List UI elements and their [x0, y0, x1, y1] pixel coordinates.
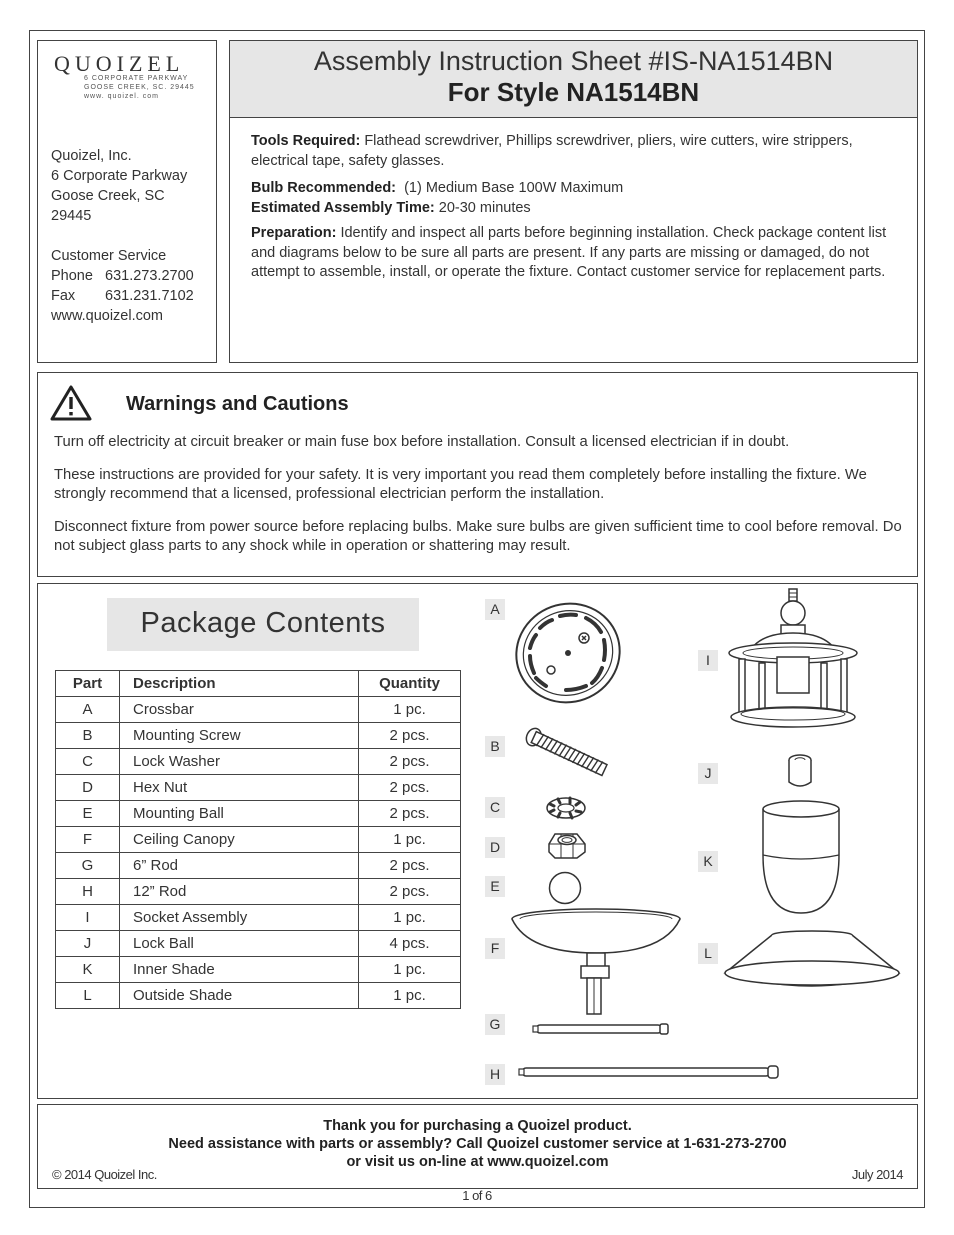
company-street: 6 Corporate Parkway: [51, 168, 188, 184]
part-label-d: D: [485, 837, 505, 858]
parts-table-row: [56, 983, 461, 1009]
part-cell: K: [56, 957, 120, 983]
bulb-label: Bulb Recommended:: [251, 180, 397, 196]
lock-ball-icon: [780, 752, 820, 792]
warning-paragraph: Disconnect fixture from power source before replacing bulbs. Make sure bulbs are given sufficient time to cool before removal. Do not subject glass parts to any shock while in operation or shattering may result.: [54, 519, 902, 554]
crossbar-icon: [506, 598, 630, 706]
part-cell: L: [56, 983, 120, 1009]
part-label-f: F: [485, 938, 505, 959]
description-cell: Socket Assembly: [120, 905, 359, 931]
time-text: 20-30 minutes: [438, 200, 531, 216]
mounting-screw-icon: [524, 725, 614, 789]
phone-line: [51, 266, 194, 286]
quantity-cell: 2 pcs.: [359, 801, 461, 827]
warnings-title: Warnings and Cautions: [126, 393, 349, 415]
description-cell: Hex Nut: [120, 775, 359, 801]
tools-text: Flathead screwdriver, Phillips screwdriver, pliers, wire cutters, wire strippers, electrical tape, safety glasses.: [251, 133, 853, 169]
description-cell: Mounting Ball: [120, 801, 359, 827]
quantity-cell: 2 pcs.: [359, 749, 461, 775]
part-cell: H: [56, 879, 120, 905]
part-cell: I: [56, 905, 120, 931]
phone-number: 631.273.2700: [105, 268, 194, 284]
parts-table: [55, 670, 461, 1009]
quantity-cell: 1 pc.: [359, 957, 461, 983]
part-cell: F: [56, 827, 120, 853]
parts-table-row: [56, 697, 461, 723]
lock-washer-icon: [544, 795, 588, 821]
part-cell: B: [56, 723, 120, 749]
quantity-cell: 2 pcs.: [359, 723, 461, 749]
tools-label: Tools Required:: [251, 133, 361, 149]
package-contents-panel: [37, 583, 918, 1099]
twelve-inch-rod-icon: [518, 1062, 782, 1082]
company-info-panel: [37, 40, 217, 363]
quantity-cell: 1 pc.: [359, 697, 461, 723]
style-title: For Style NA1514BN: [447, 77, 700, 107]
quantity-cell: 2 pcs.: [359, 853, 461, 879]
parts-table-row: [56, 723, 461, 749]
part-label-h: H: [485, 1064, 505, 1085]
parts-table-row: [56, 905, 461, 931]
sheet-date: July 2014: [851, 1167, 903, 1182]
company-city: Goose Creek, SC: [51, 188, 165, 204]
description-cell: 12” Rod: [120, 879, 359, 905]
logo-web-line: www. quoizel. com: [84, 93, 159, 100]
warning-paragraph: Turn off electricity at circuit breaker or main fuse box before installation. Consult a licensed electrician if in doubt.: [54, 434, 790, 450]
outside-shade-icon: [721, 929, 903, 991]
logo-address-line: GOOSE CREEK, SC. 29445: [84, 84, 195, 91]
part-label-c: C: [485, 797, 505, 818]
part-cell: A: [56, 697, 120, 723]
part-label-a: A: [485, 599, 505, 620]
phone-label: Phone: [51, 268, 93, 284]
fax-label: Fax: [51, 288, 76, 304]
title-band: [230, 41, 917, 118]
website-line[interactable]: or visit us on-line at www.quoizel.com: [346, 1154, 609, 1170]
company-zip: 29445: [51, 208, 92, 224]
parts-table-row: [56, 879, 461, 905]
quantity-cell: 2 pcs.: [359, 775, 461, 801]
six-inch-rod-icon: [532, 1020, 672, 1038]
company-address: [51, 146, 194, 326]
quantity-cell: 1 pc.: [359, 905, 461, 931]
description-cell: Ceiling Canopy: [120, 827, 359, 853]
quantity-cell: 1 pc.: [359, 983, 461, 1009]
parts-table-row: [56, 775, 461, 801]
description-cell: Mounting Screw: [120, 723, 359, 749]
description-cell: Lock Washer: [120, 749, 359, 775]
footer-panel: [37, 1104, 918, 1189]
quantity-column-header: Quantity: [359, 671, 461, 697]
socket-assembly-icon: [723, 587, 863, 733]
part-label-b: B: [485, 736, 505, 757]
inner-shade-icon: [757, 797, 847, 917]
bulb-recommended: [251, 179, 901, 199]
part-cell: C: [56, 749, 120, 775]
parts-table-row: [56, 957, 461, 983]
warning-triangle-icon: [50, 385, 92, 421]
tools-required: [251, 132, 901, 171]
description-column-header: Description: [120, 671, 359, 697]
parts-table-row: [56, 853, 461, 879]
part-cell: J: [56, 931, 120, 957]
time-label: Estimated Assembly Time:: [251, 200, 435, 216]
mounting-ball-icon: [547, 870, 583, 906]
part-label-k: K: [698, 851, 718, 872]
prep-text: Identify and inspect all parts before beginning installation. Check package content list and diagrams below to be sure all parts are present. If any parts are missing or damaged, do not attempt to assemble, install, or operate the fixture. Contact customer service for replacement parts.: [251, 225, 887, 280]
package-title-band: [107, 598, 419, 651]
quantity-cell: 1 pc.: [359, 827, 461, 853]
part-label-i: I: [698, 650, 718, 671]
warnings-panel: [37, 372, 918, 577]
parts-table-row: [56, 749, 461, 775]
description-cell: Inner Shade: [120, 957, 359, 983]
parts-table-row: [56, 801, 461, 827]
parts-table-row: [56, 931, 461, 957]
page-number: 1 of 6: [462, 1188, 492, 1203]
part-cell: E: [56, 801, 120, 827]
quantity-cell: 4 pcs.: [359, 931, 461, 957]
part-label-j: J: [698, 763, 718, 784]
assembly-time: [251, 199, 901, 219]
customer-service-heading: Customer Service: [51, 248, 167, 264]
ceiling-canopy-icon: [508, 907, 688, 1025]
prep-label: Preparation:: [251, 225, 337, 241]
warning-paragraph: These instructions are provided for your safety. It is very important you read them completely before installing the fixture. We strongly recommend that a licensed, professional electrician perform the installation.: [54, 467, 867, 502]
assistance-line: Need assistance with parts or assembly? Call Quoizel customer service at 1-631-273-2700: [168, 1136, 787, 1152]
description-cell: Lock Ball: [120, 931, 359, 957]
part-label-l: L: [698, 943, 718, 964]
part-cell: D: [56, 775, 120, 801]
fax-line: [51, 286, 194, 306]
part-cell: G: [56, 853, 120, 879]
parts-table-header: [56, 671, 461, 697]
company-name: Quoizel, Inc.: [51, 148, 132, 164]
logo-address-line: 6 CORPORATE PARKWAY: [84, 75, 189, 82]
website-link[interactable]: www.quoizel.com: [51, 308, 164, 324]
parts-table-row: [56, 827, 461, 853]
part-column-header: Part: [56, 671, 120, 697]
quantity-cell: 2 pcs.: [359, 879, 461, 905]
preparation: [251, 224, 901, 283]
copyright: © 2014 Quoizel Inc.: [52, 1167, 157, 1182]
description-cell: Crossbar: [120, 697, 359, 723]
fax-number: 631.231.7102: [105, 288, 194, 304]
part-label-g: G: [485, 1014, 505, 1035]
hex-nut-icon: [547, 830, 587, 862]
description-cell: 6” Rod: [120, 853, 359, 879]
description-cell: Outside Shade: [120, 983, 359, 1009]
bulb-text: (1) Medium Base 100W Maximum: [404, 180, 624, 196]
part-label-e: E: [485, 876, 505, 897]
thank-you-line: Thank you for purchasing a Quoizel product.: [323, 1118, 632, 1134]
package-title: Package Contents: [140, 607, 386, 639]
instruction-header: [229, 40, 918, 363]
quoizel-logo: QUOIZEL: [54, 51, 185, 76]
sheet-title: Assembly Instruction Sheet #IS-NA1514BN: [313, 46, 834, 76]
